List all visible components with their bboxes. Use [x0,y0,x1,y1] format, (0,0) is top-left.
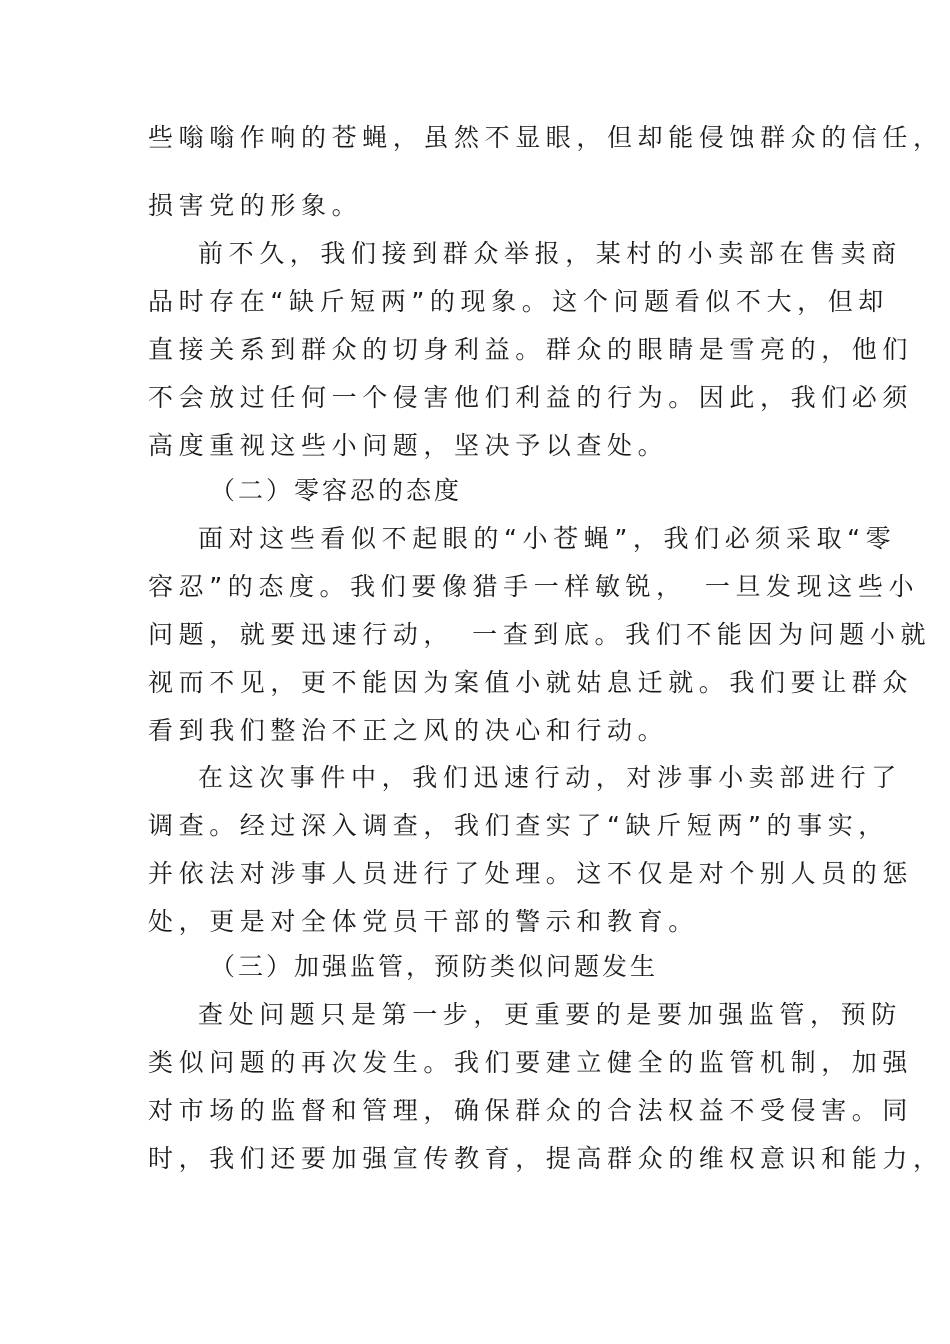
text-line: 容忍”的态度。我们要像猎手一样敏锐， 一旦发现这些小 [148,572,920,601]
paragraph-first-line: 在这次事件中，我们迅速行动，对涉事小卖部进行了 [198,763,902,792]
section-heading: （二）零容忍的态度 [210,476,463,505]
text-line: 些嗡嗡作响的苍蝇，虽然不显眼，但却能侵蚀群众的信任， [148,123,944,152]
paragraph-first-line: 查处问题只是第一步，更重要的是要加强监管，预防 [198,1000,902,1029]
text-line: 损害党的形象。 [148,191,363,220]
paragraph-first-line: 前不久，我们接到群众举报，某村的小卖部在售卖商 [198,239,902,268]
text-line: 处，更是对全体党员干部的警示和教育。 [148,907,699,936]
text-line: 不会放过任何一个侵害他们利益的行为。因此，我们必须 [148,383,914,412]
text-line: 看到我们整治不正之风的决心和行动。 [148,716,669,745]
paragraph-first-line: 面对这些看似不起眼的“小苍蝇”，我们必须采取“零 [198,524,897,553]
text-line: 类似问题的再次发生。我们要建立健全的监管机制，加强 [148,1048,914,1077]
text-line: 直接关系到群众的切身利益。群众的眼睛是雪亮的，他们 [148,335,914,364]
section-heading: （三）加强监管，预防类似问题发生 [210,952,659,981]
text-line: 品时存在“缺斤短两”的现象。这个问题看似不大，但却 [148,287,889,316]
text-line: 问题，就要迅速行动， 一查到底。我们不能因为问题小就 [148,620,932,649]
text-line: 调查。经过深入调查，我们查实了“缺斤短两”的事实， [148,811,889,840]
text-line: 高度重视这些小问题，坚决予以查处。 [148,431,669,460]
text-line: 时，我们还要加强宣传教育，提高群众的维权意识和能力， [148,1144,944,1173]
text-line: 视而不见，更不能因为案值小就姑息迁就。我们要让群众 [148,668,914,697]
text-line: 并依法对涉事人员进行了处理。这不仅是对个别人员的惩 [148,859,914,888]
text-line: 对市场的监督和管理，确保群众的合法权益不受侵害。同 [148,1096,914,1125]
